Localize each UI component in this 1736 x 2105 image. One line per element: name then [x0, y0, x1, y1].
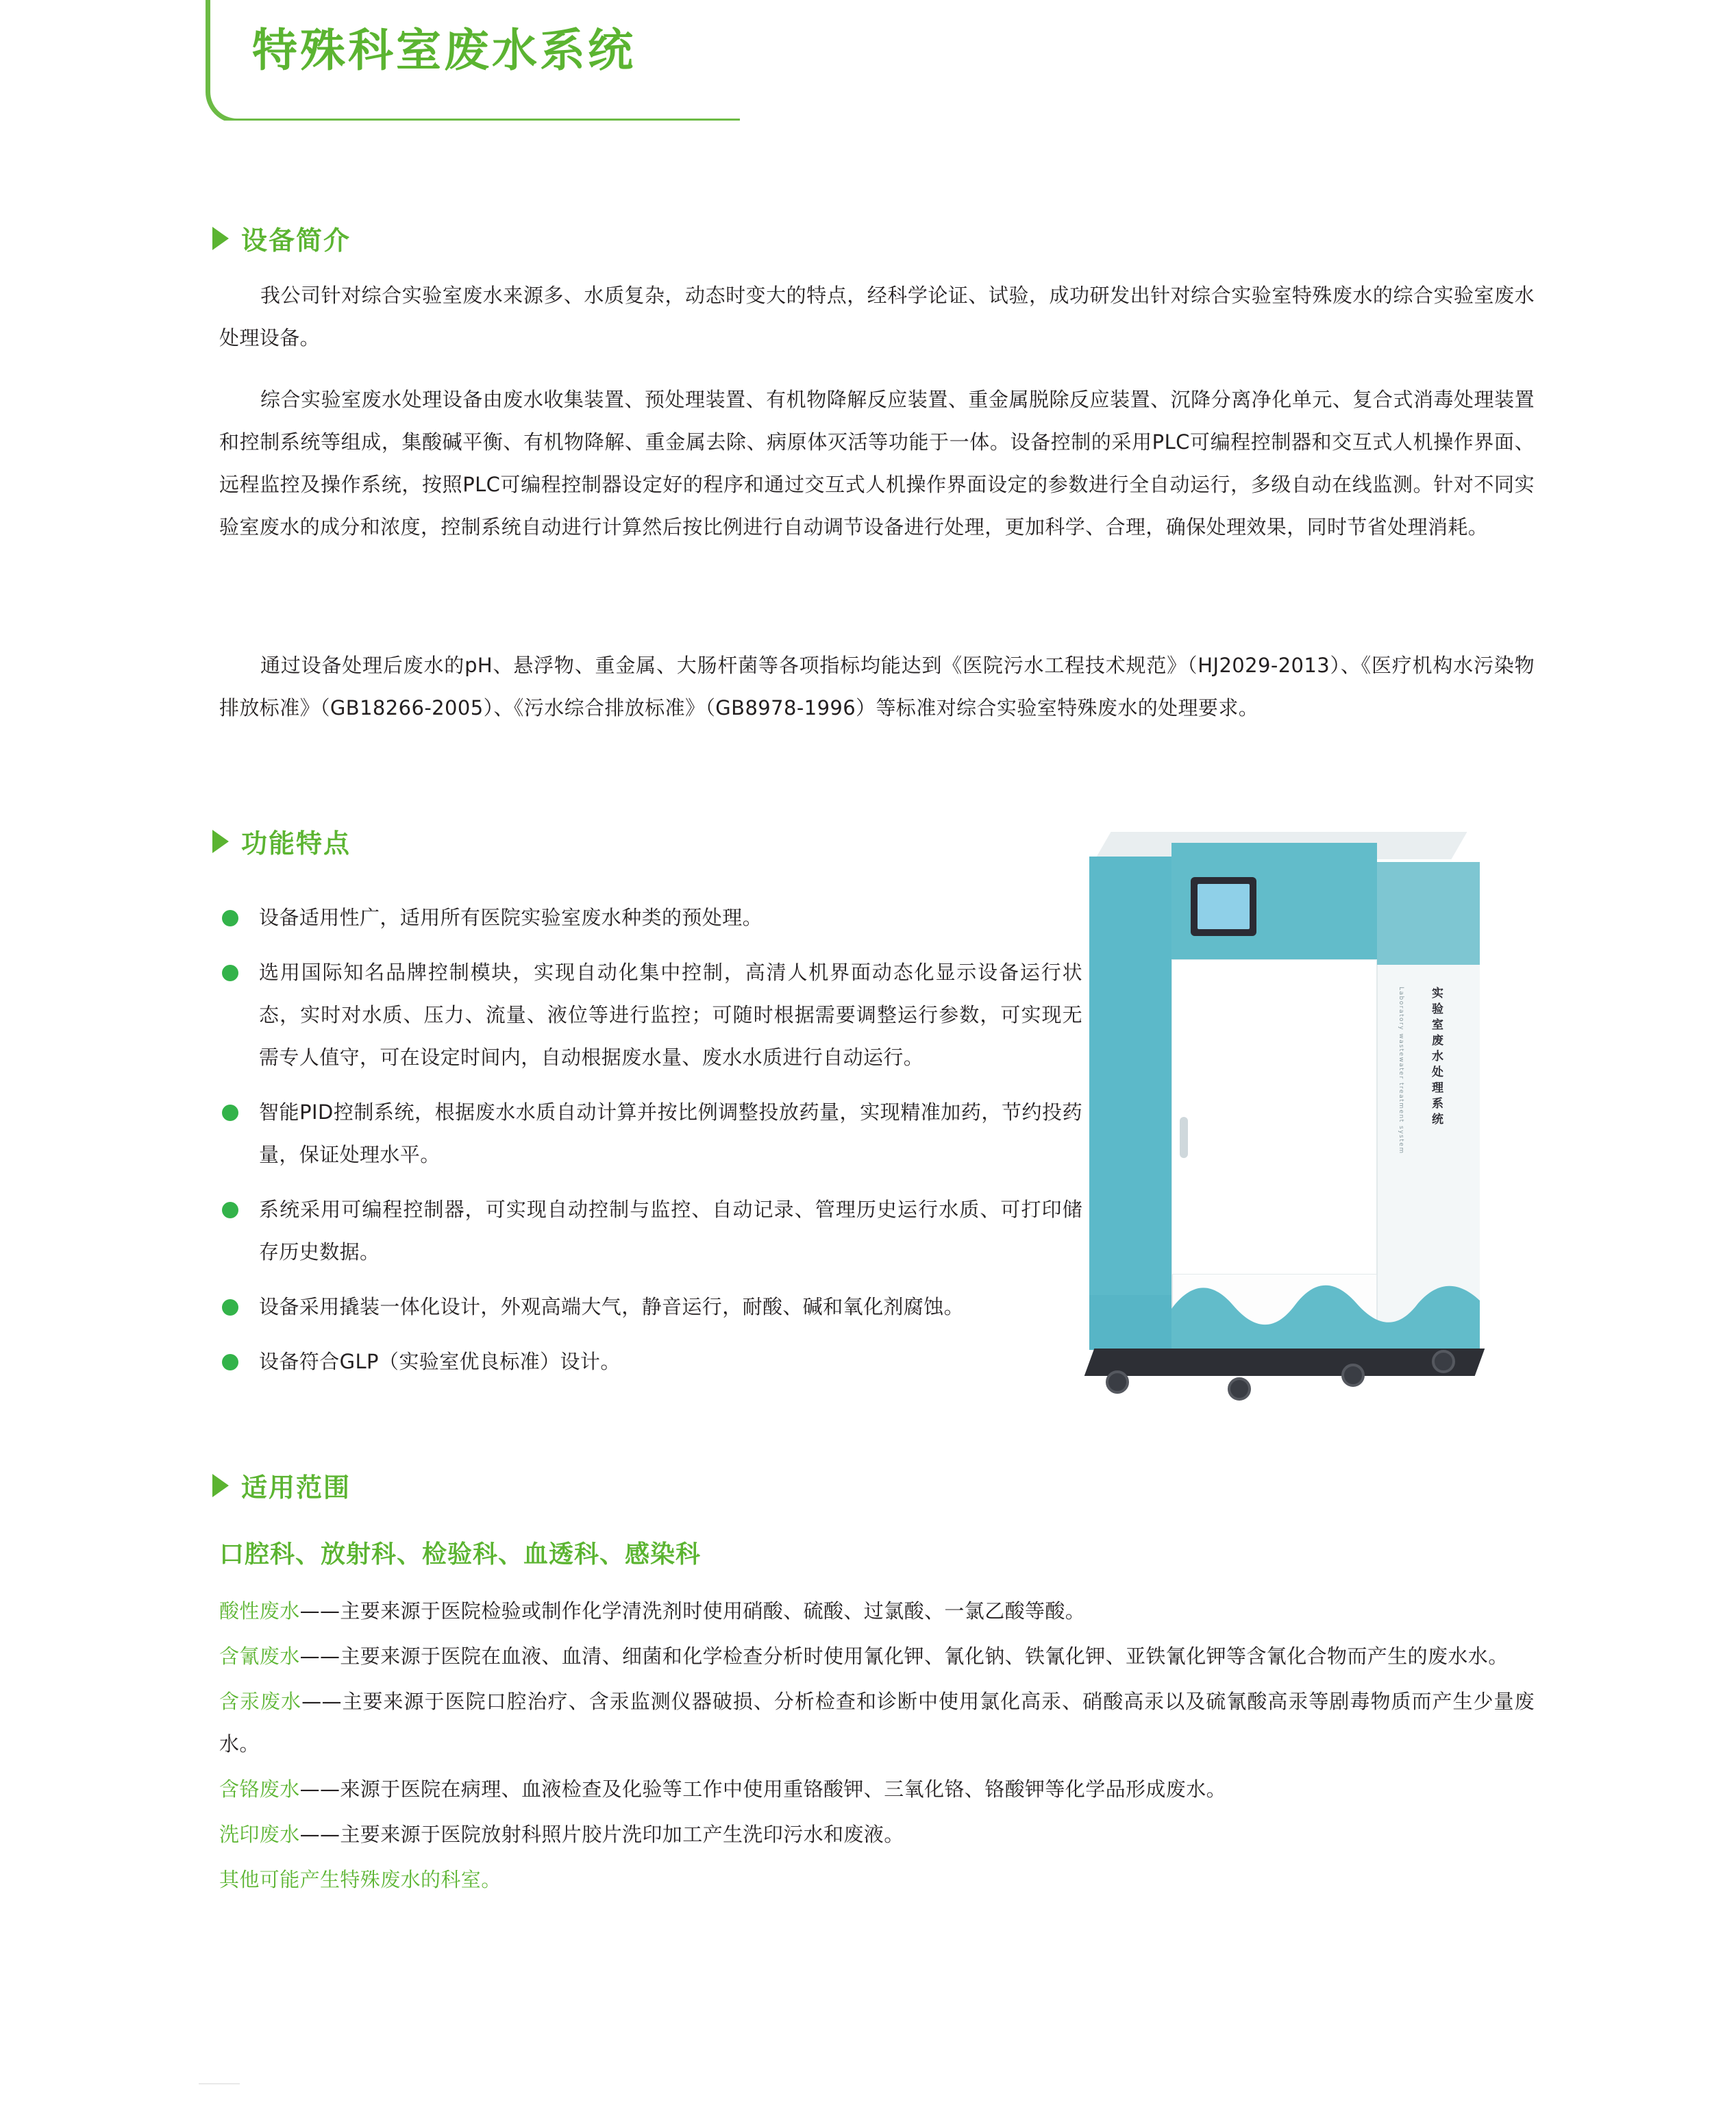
machine-wheel — [1432, 1350, 1455, 1373]
bullet-dot-icon — [222, 1354, 238, 1370]
machine-side-top — [1377, 862, 1480, 965]
list-item — [219, 1635, 1535, 1677]
bullet-dot-icon — [222, 910, 238, 926]
section-title-features: 功能特点 — [241, 828, 351, 859]
scope-item-text: ——主要来源于医院口腔治疗、含汞监测仪器破损、分析检查和诊断中使用氯化高汞、硝酸高汞以及硫氰酸高汞等剧毒物质而产生少量废水。 — [219, 1690, 1535, 1756]
intro-paragraph-2: 综合实验室废水处理设备由废水收集装置、预处理装置、有机物降解反应装置、重金属脱除反应装置、沉降分离净化单元、复合式消毒处理装置和控制系统等组成，集酸碱平衡、有机物降解、重金属去除、病原体灭活等功能于一体。设备控制的采用PLC可编程控制器和交互式人机操作界面、远程监控及操作系统，按照PLC可编程控制器设定好的程序和通过交互式人机操作界面设定的参数进行全自动运行，多级自动在线监测。针对不同实验室废水的成分和浓度，控制系统自动进行计算然后按比例进行自动调节设备进行处理，更加科学、合理，确保处理效果，同时节省处理消耗。 — [219, 388, 1535, 539]
machine-label-en: Laboratory wastewater treatment system — [1398, 987, 1404, 1155]
list-item — [219, 1188, 1082, 1273]
list-item — [219, 1768, 1535, 1810]
scope-item-text: ——主要来源于医院放射科照片胶片洗印加工产生洗印污水和废液。 — [299, 1823, 904, 1846]
bullet-dot-icon — [222, 1105, 238, 1121]
arrow-right-icon — [212, 830, 230, 853]
page-title: 特殊科室废水系统 — [252, 24, 636, 77]
list-item — [219, 1285, 1082, 1328]
list-item — [219, 896, 1082, 939]
scope-item-text: ——主要来源于医院在血液、血清、细菌和化学检查分析时使用氰化钾、氰化钠、铁氰化钾、亚铁氰化钾等含氰化合物而产生的废水水。 — [299, 1645, 1509, 1668]
machine-hmi-display — [1198, 884, 1250, 929]
feature-text: 系统采用可编程控制器，可实现自动控制与监控、自动记录、管理历史运行水质、可打印储存历史数据。 — [259, 1198, 1082, 1264]
machine-left-lower — [1089, 1295, 1171, 1350]
scope-item-text: ——主要来源于医院检验或制作化学清洗剂时使用硝酸、硫酸、过氯酸、一氯乙酸等酸。 — [299, 1599, 1086, 1623]
intro-paragraph-3: 通过设备处理后废水的pH、悬浮物、重金属、大肠杆菌等各项指标均能达到《医院污水工程技术规范》（HJ2029-2013）、《医疗机构水污染物排放标准》（GB18266-2005）、《污水综合排放标准》（GB8978-1996）等标准对综合实验室特殊废水的处理要求。 — [219, 654, 1535, 719]
scope-item-key: 含汞废水 — [219, 1690, 302, 1713]
scope-item-text: ——来源于医院在病理、血液检查及化验等工作中使用重铬酸钾、三氧化铬、铬酸钾等化学品形成废水。 — [299, 1777, 1227, 1801]
scope-item-key: 含铬废水 — [219, 1777, 300, 1801]
intro-paragraph-1: 我公司针对综合实验室废水来源多、水质复杂，动态时变大的特点，经科学论证、试验，成功研发出针对综合实验室特殊废水的综合实验室废水处理设备。 — [219, 284, 1535, 349]
section-title-intro: 设备简介 — [241, 225, 351, 256]
machine-door-handle — [1180, 1117, 1188, 1158]
wave-icon — [1171, 1268, 1480, 1350]
bullet-dot-icon — [222, 1202, 238, 1218]
product-illustration — [1076, 829, 1500, 1391]
feature-text: 设备适用性广，适用所有医院实验室废水种类的预处理。 — [259, 906, 763, 929]
bullet-dot-icon — [222, 965, 238, 981]
list-item — [219, 1091, 1082, 1176]
machine-wave-decoration — [1171, 1268, 1480, 1350]
section-heading-scope — [212, 1466, 351, 1504]
scope-list — [219, 1590, 1535, 1904]
feature-text: 选用国际知名品牌控制模块，实现自动化集中控制，高清人机界面动态化显示设备运行状态，实时对水质、压力、流量、液位等进行监控；可随时根据需要调整运行参数，可实现无需专人值守，可在设定时间内，自动根据废水量、废水水质进行自动运行。 — [259, 961, 1082, 1069]
list-item — [219, 1680, 1535, 1765]
scope-item-key: 酸性废水 — [219, 1599, 300, 1623]
scope-item-key: 洗印废水 — [219, 1823, 300, 1846]
feature-text: 智能PID控制系统，根据废水水质自动计算并按比例调整投放药量，实现精准加药，节约投药量，保证处理水平。 — [259, 1100, 1082, 1166]
arrow-right-icon — [212, 1474, 230, 1497]
feature-text: 设备采用撬装一体化设计，外观高端大气，静音运行，耐酸、碱和氧化剂腐蚀。 — [259, 1295, 965, 1318]
arrow-right-icon — [212, 227, 230, 250]
section-title-scope: 适用范围 — [241, 1473, 351, 1503]
header-frame-cut-right — [740, 0, 945, 130]
machine-wheel — [1228, 1377, 1251, 1401]
section-heading-intro — [212, 219, 351, 257]
list-item — [219, 1590, 1535, 1632]
machine-left-panel — [1089, 857, 1171, 1336]
scope-departments: 口腔科、放射科、检验科、血透科、感染科 — [219, 1540, 702, 1568]
page-header — [0, 0, 1736, 127]
machine-label-cn: 实验室废水处理系统 — [1429, 987, 1443, 1129]
section-heading-features — [212, 822, 351, 860]
machine-door — [1171, 959, 1377, 1275]
scope-item-key: 其他可能产生特殊废水的科室。 — [219, 1868, 501, 1891]
machine-base — [1084, 1349, 1485, 1376]
header-frame-cut-bottom — [199, 121, 802, 148]
scope-item-key: 含氰废水 — [219, 1645, 300, 1668]
list-item — [219, 1858, 1535, 1901]
feature-list — [219, 896, 1082, 1395]
footer-mark — [199, 2083, 240, 2084]
bullet-dot-icon — [222, 1299, 238, 1316]
machine-wheel — [1341, 1364, 1365, 1387]
feature-text: 设备符合GLP（实验室优良标准）设计。 — [259, 1350, 621, 1373]
machine-wheel — [1106, 1370, 1129, 1394]
list-item — [219, 1813, 1535, 1856]
machine-hmi-screen — [1191, 877, 1256, 936]
list-item — [219, 951, 1082, 1079]
list-item — [219, 1340, 1082, 1383]
